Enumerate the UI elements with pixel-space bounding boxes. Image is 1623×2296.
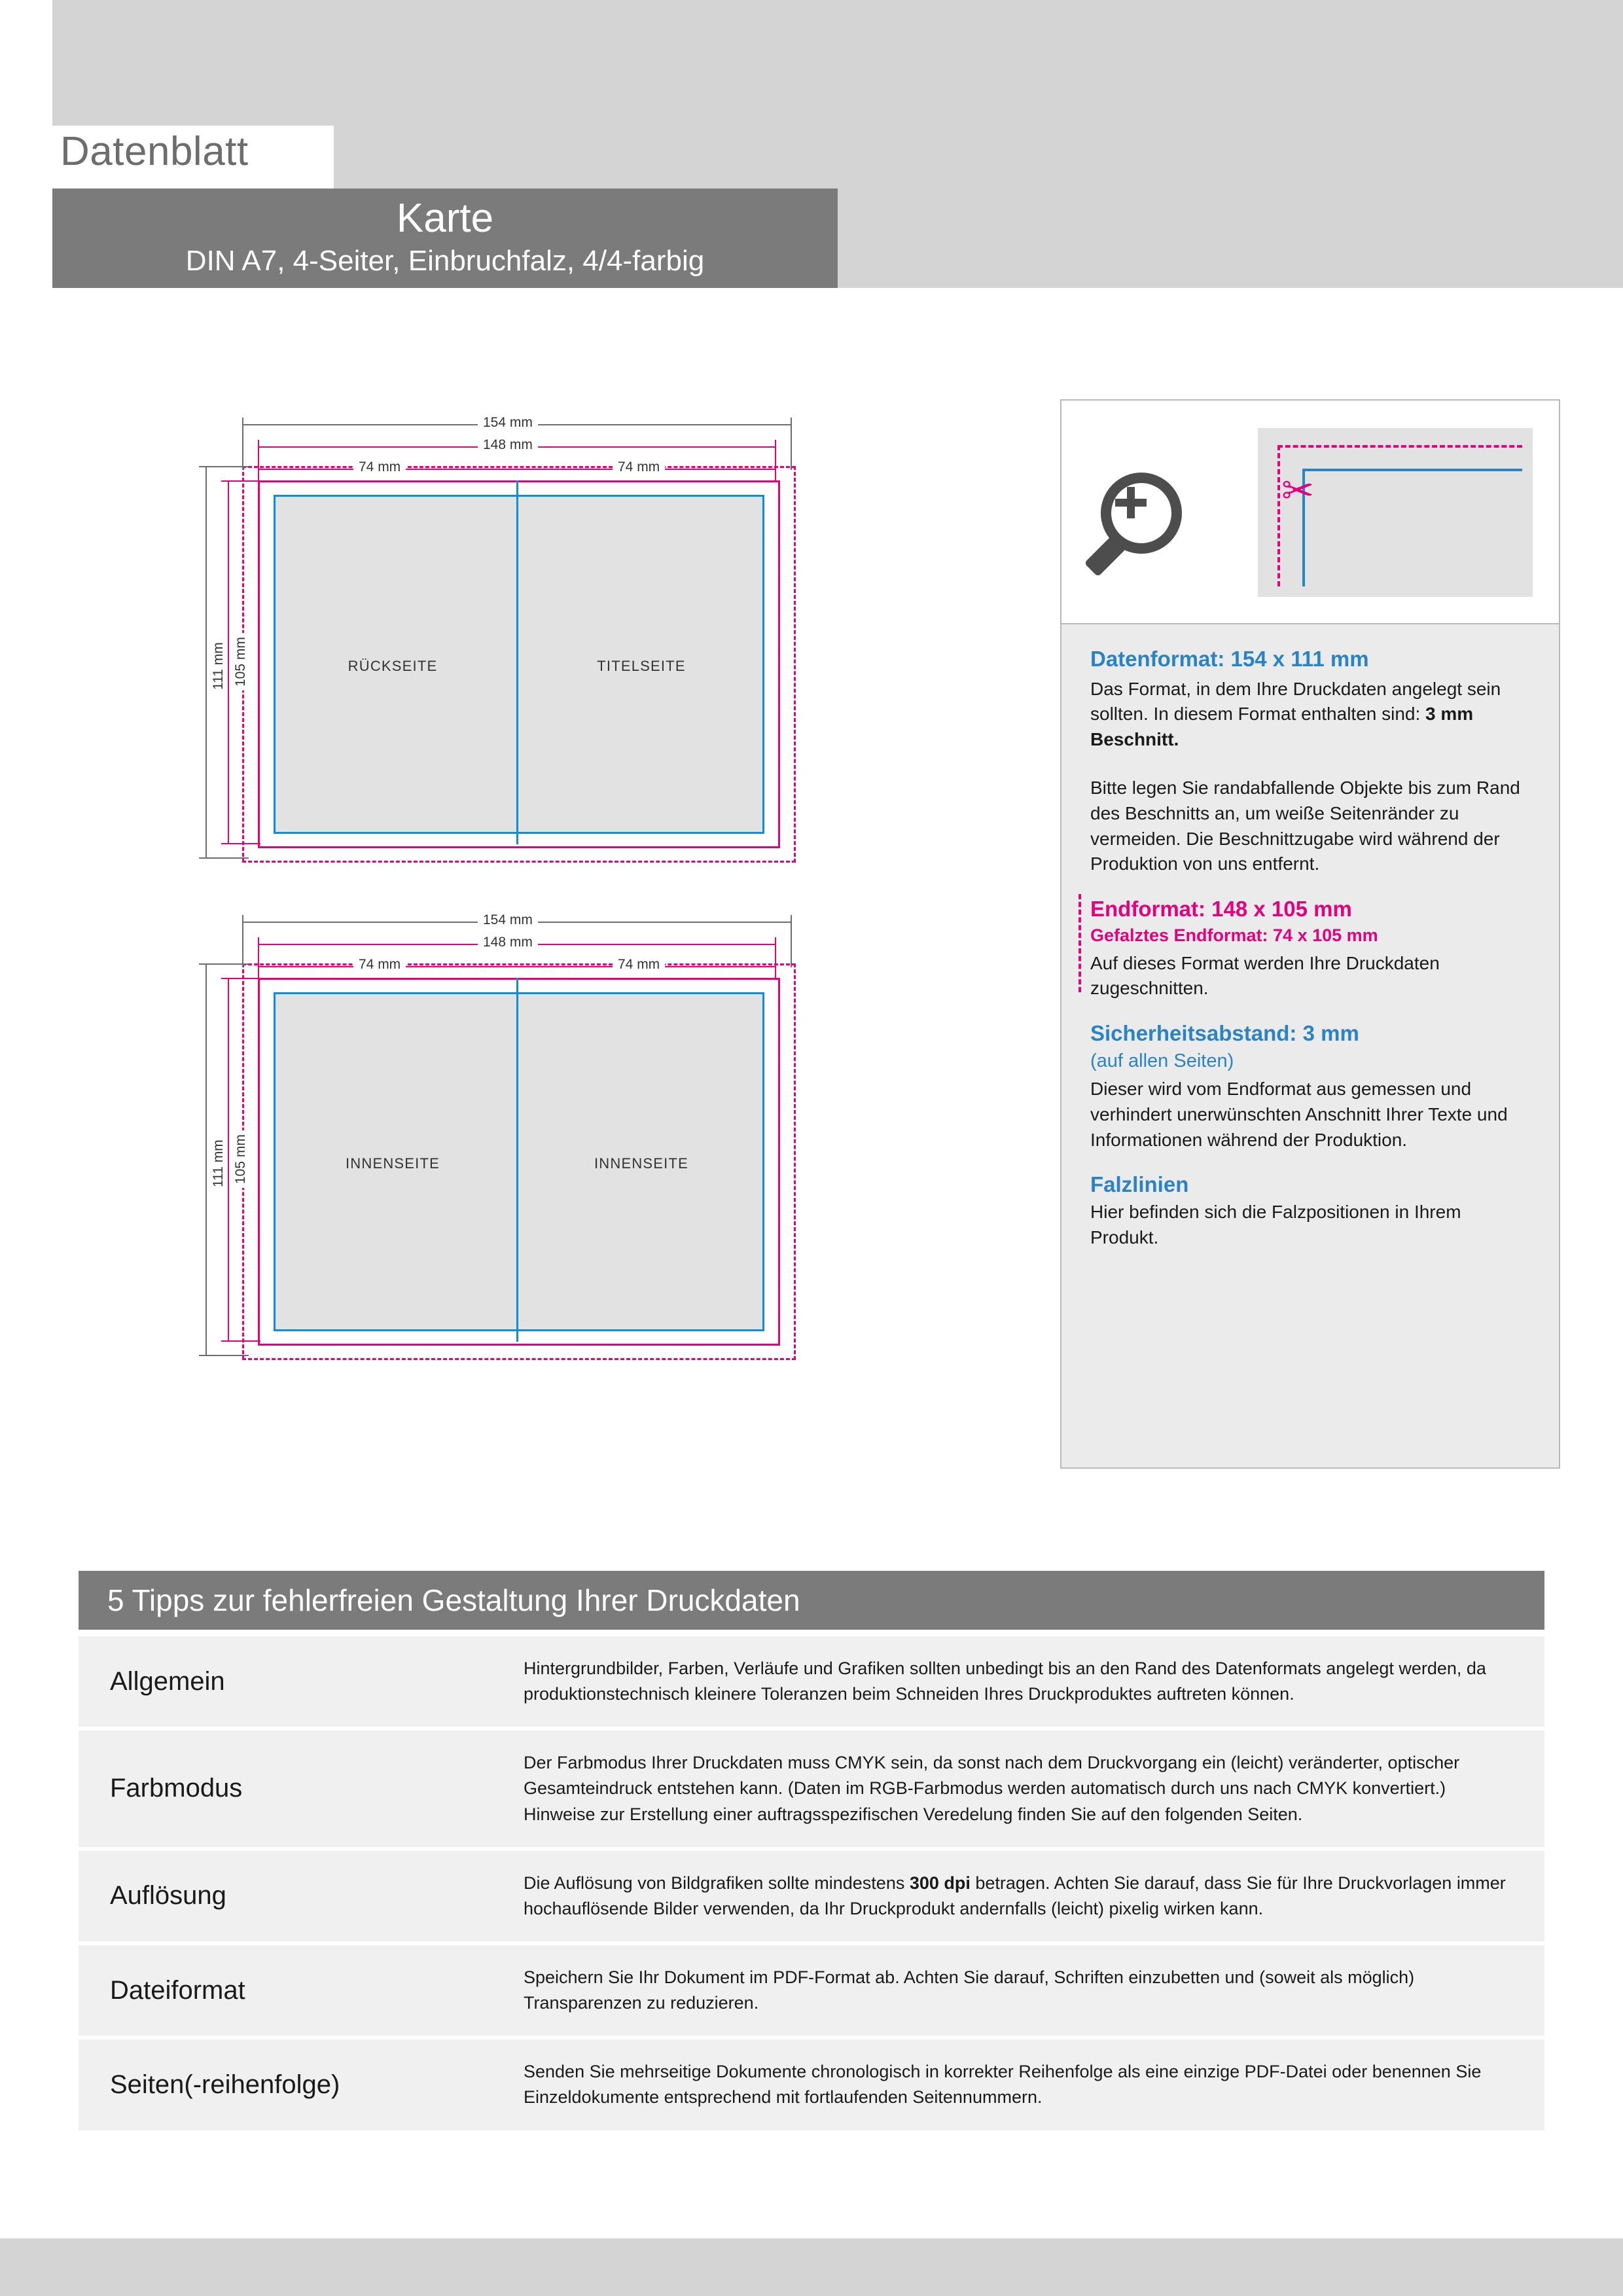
panel-label-titelseite: TITELSEITE bbox=[597, 658, 686, 674]
table-row bbox=[79, 1851, 1544, 1941]
dim-105-front: 105 mm bbox=[233, 633, 249, 691]
dim-105-inside: 105 mm bbox=[233, 1130, 249, 1188]
datenformat-bold: 3 mm Beschnitt. bbox=[1090, 704, 1474, 749]
table-row bbox=[79, 1945, 1544, 2036]
falzlinien-title: Falzlinien bbox=[1090, 1172, 1189, 1197]
tip-label-aufloesung: Auflösung bbox=[110, 1881, 226, 1910]
footer-band bbox=[0, 2238, 1623, 2296]
table-row bbox=[79, 2039, 1544, 2130]
dim-line-111-front bbox=[205, 466, 207, 859]
table-row bbox=[79, 1731, 1544, 1846]
panel-label-rueckseite: RÜCKSEITE bbox=[348, 658, 438, 674]
legend-box bbox=[1060, 399, 1560, 1469]
dim-line-105-front bbox=[228, 480, 229, 844]
dim-111-inside: 111 mm bbox=[211, 1136, 226, 1191]
dim-74-right-inside: 74 mm bbox=[613, 957, 665, 973]
tip-label-seitenreihenfolge: Seiten(-reihenfolge) bbox=[110, 2070, 340, 2099]
tip-text-aufloesung bbox=[524, 1851, 1544, 1941]
dim-74-right-front: 74 mm bbox=[613, 459, 665, 475]
tip-label-dateiformat: Dateiformat bbox=[110, 1975, 245, 2005]
endformat-title: Endformat: 148 x 105 mm bbox=[1090, 896, 1352, 921]
title-block bbox=[52, 188, 838, 288]
fold-line-front bbox=[516, 480, 518, 844]
mini-trim-outline bbox=[1302, 469, 1522, 586]
legend-text-body bbox=[1090, 644, 1533, 1267]
tip-text-dateiformat: Speichern Sie Ihr Dokument im PDF-Format ab. Achten Sie darauf, Schriften einzubetten und (soweit als möglich) Transparenzen zu reduzieren. bbox=[524, 1967, 1415, 2013]
dim-148-inside: 148 mm bbox=[478, 935, 538, 950]
scissors-icon: ✂ bbox=[1281, 469, 1315, 512]
datenformat-text-2: Bitte legen Sie randabfallende Objekte bis zum Rand des Beschnitts an, um weiße Seitenränder zu vermeiden. Die Beschnittzugabe wird während der Produktion von uns entfernt. bbox=[1090, 778, 1520, 874]
panel-label-innenseite-left: INNENSEITE bbox=[345, 1155, 440, 1172]
datenformat-title: Datenformat: 154 x 111 mm bbox=[1090, 647, 1369, 671]
sicherheitsabstand-title: Sicherheitsabstand: 3 mm bbox=[1090, 1020, 1359, 1045]
format-diagram bbox=[196, 393, 857, 1388]
falzlinien-text: Hier befinden sich die Falzpositionen in Ihrem Produkt. bbox=[1090, 1201, 1461, 1247]
tip-aufloesung-pre: Die Auflösung von Bildgrafiken sollte mindestens bbox=[524, 1873, 910, 1893]
dim-148-front: 148 mm bbox=[478, 437, 538, 453]
dim-154-inside: 154 mm bbox=[478, 912, 538, 928]
table-row bbox=[79, 1636, 1544, 1727]
endformat-sub: Gefalztes Endformat: 74 x 105 mm bbox=[1090, 925, 1378, 946]
fold-line-inside bbox=[516, 978, 518, 1342]
sicherheitsabstand-text: Dieser wird vom Endformat aus gemessen und verhindert unerwünschten Anschnitt Ihrer Texte und Informationen während der Produktion. bbox=[1090, 1079, 1508, 1150]
plus-icon-vertical bbox=[1127, 487, 1135, 518]
legend-illustration bbox=[1061, 401, 1559, 624]
datenformat-text-1 bbox=[1090, 677, 1533, 753]
page-title: Karte bbox=[396, 196, 494, 241]
sicherheitsabstand-sub: (auf allen Seiten) bbox=[1090, 1050, 1234, 1072]
tip-text-farbmodus: Der Farbmodus Ihrer Druckdaten muss CMYK sein, da sonst nach dem Druckvorgang ein (leicht) veränderter, optischer Gesamteindruck entstehen kann. (Daten im RGB-Farbmodus werden automatisch durch uns nach CMYK konvertiert.) Hinweise zur Erstellung einer auftragsspezifischen Veredelung finden Sie auf den folgenden Seiten. bbox=[524, 1753, 1460, 1824]
tip-aufloesung-dpi: 300 dpi bbox=[909, 1873, 971, 1893]
tip-aufloesung-post: betragen. Achten Sie darauf, dass Sie für Ihre Druckvorlagen immer hochauflösende Bilder verwenden, da Ihr Druckprodukt andernfalls (leicht) pixelig wirken kann. bbox=[524, 1873, 1506, 1918]
tips-table bbox=[79, 1636, 1544, 2134]
datenblatt-label: Datenblatt bbox=[60, 129, 249, 174]
tip-text-seitenreihenfolge: Senden Sie mehrseitige Dokumente chronologisch in korrekter Reihenfolge als eine einzige PDF-Datei oder benennen Sie Einzeldokumente entsprechend mit fortlaufenden Seitennummern. bbox=[524, 2062, 1482, 2108]
sheet-inside bbox=[196, 890, 857, 1374]
panel-label-innenseite-right: INNENSEITE bbox=[594, 1155, 689, 1172]
dim-74-left-front: 74 mm bbox=[353, 459, 406, 475]
tip-text-allgemein: Hintergrundbilder, Farben, Verläufe und Grafiken sollten unbedingt bis an den Rand des Datenformats angelegt werden, da produktionstechnisch kleinere Toleranzen beim Schneiden Ihres Druckproduktes auftreten können. bbox=[524, 1659, 1486, 1704]
tip-label-allgemein: Allgemein bbox=[110, 1666, 225, 1696]
dim-line-111-inside bbox=[205, 963, 207, 1356]
datenformat-text-1-span: Das Format, in dem Ihre Druckdaten angelegt sein sollten. In diesem Format enthalten sind: bbox=[1090, 678, 1501, 725]
endformat-text: Auf dieses Format werden Ihre Druckdaten zugeschnitten. bbox=[1090, 952, 1440, 999]
dim-111-front: 111 mm bbox=[211, 638, 226, 694]
sheet-front bbox=[196, 393, 857, 877]
dim-line-105-inside bbox=[228, 978, 229, 1342]
page-subtitle: DIN A7, 4-Seiter, Einbruchfalz, 4/4-farbig bbox=[185, 245, 705, 277]
dim-74-left-inside: 74 mm bbox=[353, 957, 406, 973]
tips-heading: 5 Tipps zur fehlerfreien Gestaltung Ihrer Druckdaten bbox=[79, 1571, 1544, 1630]
tip-label-farbmodus: Farbmodus bbox=[110, 1774, 243, 1803]
dim-154-front: 154 mm bbox=[478, 415, 538, 431]
